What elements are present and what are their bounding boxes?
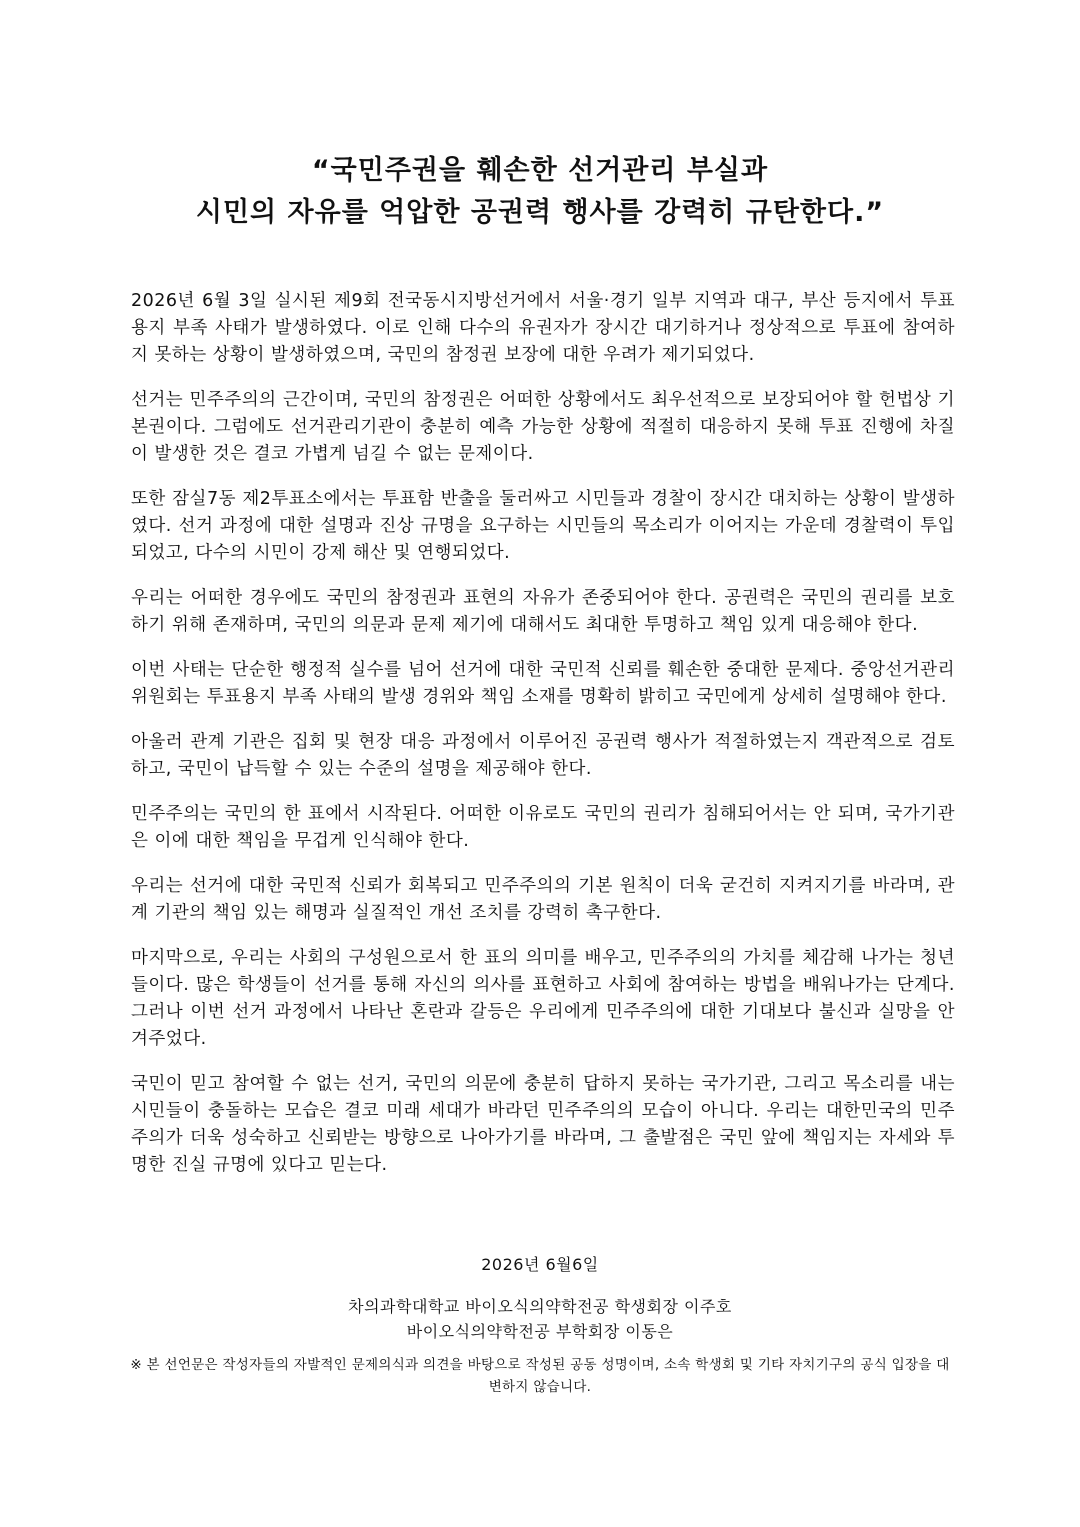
signer-2: 바이오식의약학전공 부학회장 이동은 <box>406 1322 674 1341</box>
paragraph-2: 선거는 민주주의의 근간이며, 국민의 참정권은 어떠한 상황에서도 최우선적으로 보장되어야 할 헌법상 기본권이다. 그럼에도 선거관리기관이 충분히 예측 가능한 상황에 적절히 대응하지 못해 투표 진행에 차질이 발생한 것은 결코 가볍게 넘길 수 없는 문제이다. <box>131 390 955 464</box>
paragraph-10: 국민이 믿고 참여할 수 없는 선거, 국민의 의문에 충분히 답하지 못하는 국가기관, 그리고 목소리를 내는 시민들이 충돌하는 모습은 결코 미래 세대가 바라던 민주주의의 모습이 아니다. 우리는 대한민국의 민주주의가 더욱 성숙하고 신뢰받는 방향으로 나아가기를 바라며, 그 출발점은 국민 앞에 책임지는 자세와 투명한 진실 규명에 있다고 믿는다. <box>131 1074 955 1175</box>
paragraph-8: 우리는 선거에 대한 국민적 신뢰가 회복되고 민주주의의 기본 원칙이 더욱 굳건히 지켜지기를 바라며, 관계 기관의 책임 있는 해명과 실질적인 개선 조치를 강력히 촉구한다. <box>131 876 955 923</box>
paragraph-5: 이번 사태는 단순한 행정적 실수를 넘어 선거에 대한 국민적 신뢰를 훼손한 중대한 문제다. 중앙선거관리위원회는 투표용지 부족 사태의 발생 경위와 책임 소재를 명확히 밝히고 국민에게 상세히 설명해야 한다. <box>131 660 955 707</box>
statement-title <box>60 150 1020 234</box>
statement-date: 2026년 6월6일 <box>481 1255 599 1274</box>
paragraph-4: 우리는 어떠한 경우에도 국민의 참정권과 표현의 자유가 존중되어야 한다. 공권력은 국민의 권리를 보호하기 위해 존재하며, 국민의 의문과 문제 제기에 대해서도 최대한 투명하고 책임 있게 대응해야 한다. <box>131 588 955 635</box>
paragraph-3: 또한 잠실7동 제2투표소에서는 투표함 반출을 둘러싸고 시민들과 경찰이 장시간 대치하는 상황이 발생하였다. 선거 과정에 대한 설명과 진상 규명을 요구하는 시민들의 목소리가 이어지는 가운데 경찰력이 투입되었고, 다수의 시민이 강제 해산 및 연행되었다. <box>131 489 955 563</box>
paragraph-1: 2026년 6월 3일 실시된 제9회 전국동시지방선거에서 서울·경기 일부 지역과 대구, 부산 등지에서 투표용지 부족 사태가 발생하였다. 이로 인해 다수의 유권자가 장시간 대기하거나 정상적으로 투표에 참여하지 못하는 상황이 발생하였으며, 국민의 참정권 보장에 대한 우려가 제기되었다. <box>131 291 955 365</box>
statement-body <box>131 288 955 1197</box>
title-line-2: 시민의 자유를 억압한 공권력 행사를 강력히 규탄한다.” <box>195 197 885 228</box>
paragraph-7: 민주주의는 국민의 한 표에서 시작된다. 어떠한 이유로도 국민의 권리가 침해되어서는 안 되며, 국가기관은 이에 대한 책임을 무겁게 인식해야 한다. <box>131 804 955 851</box>
paragraph-6: 아울러 관계 기관은 집회 및 현장 대응 과정에서 이루어진 공권력 행사가 적절하였는지 객관적으로 검토하고, 국민이 납득할 수 있는 수준의 설명을 제공해야 한다. <box>131 732 955 779</box>
title-line-1: “국민주권을 훼손한 선거관리 부실과 <box>311 155 769 186</box>
signers-block <box>0 1294 1080 1344</box>
signer-1: 차의과학대학교 바이오식의약학전공 학생회장 이주호 <box>348 1297 732 1316</box>
disclaimer-notice: ※ 본 선언문은 작성자들의 자발적인 문제의식과 의견을 바탕으로 작성된 공동 성명이며, 소속 학생회 및 기타 자치기구의 공식 입장을 대변하지 않습니다. <box>130 1357 950 1395</box>
paragraph-9: 마지막으로, 우리는 사회의 구성원으로서 한 표의 의미를 배우고, 민주주의의 가치를 체감해 나가는 청년들이다. 많은 학생들이 선거를 통해 자신의 의사를 표현하고 사회에 참여하는 방법을 배워나가는 단계다. 그러나 이번 선거 과정에서 나타난 혼란과 갈등은 우리에게 민주주의에 대한 기대보다 불신과 실망을 안겨주었다. <box>131 948 955 1049</box>
